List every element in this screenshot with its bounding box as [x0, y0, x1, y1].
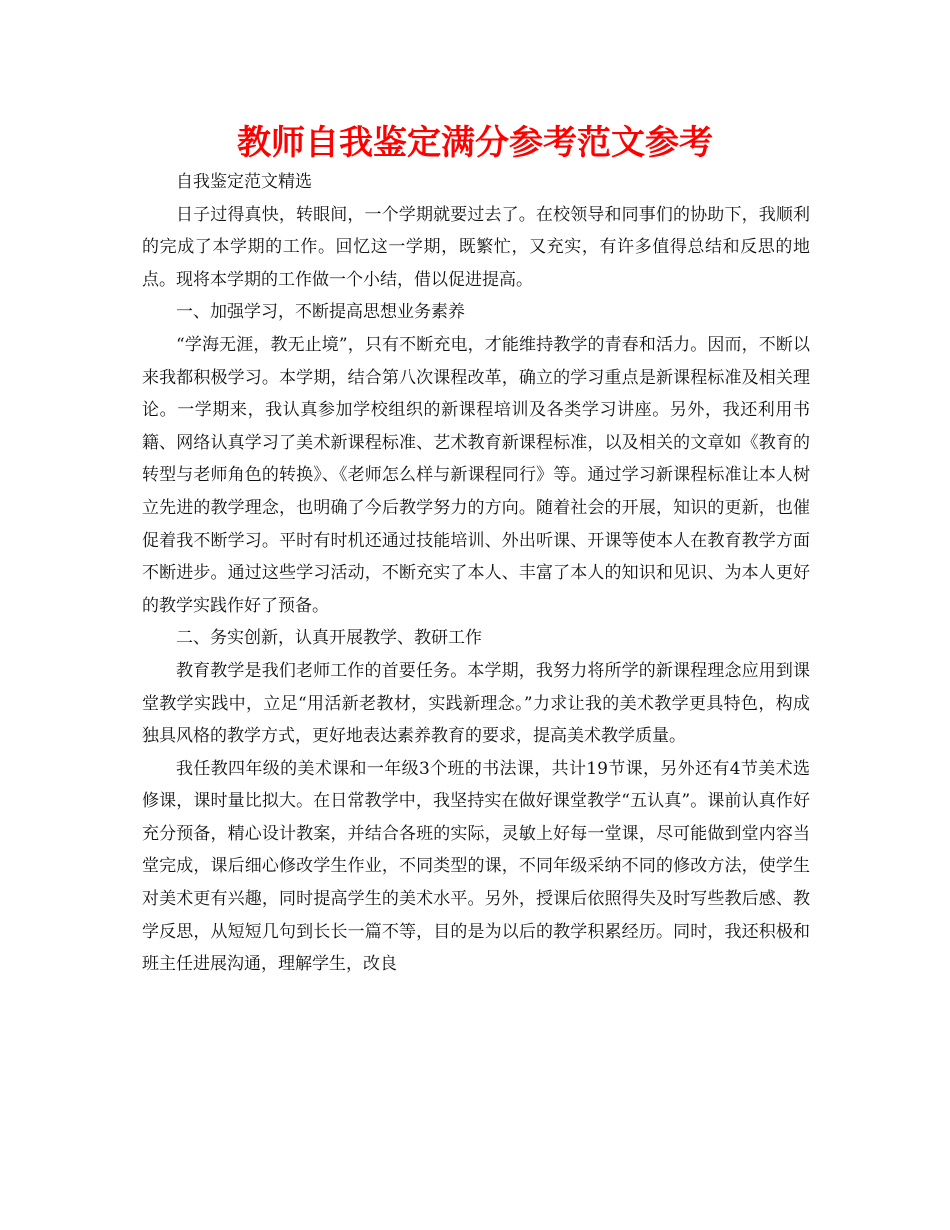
paragraph-intro: 日子过得真快，转眼间，一个学期就要过去了。在校领导和同事们的协助下，我顺利的完成了本学期的工作。回忆这一学期，既繁忙，又充实，有许多值得总结和反思的地点。现将本学期的工作做一个小结，借以促进提高。	[142, 204, 810, 290]
paragraph-classes: 我任教四年级的美术课和一年级3个班的书法课，共计19节课，另外还有4节美术选修课，课时量比拟大。在日常教学中，我坚持实在做好课堂教学“五认真”。课前认真作好充分预备，精心设计教案，并结合各班的实际，灵敏上好每一堂课，尽可能做到堂内容当堂完成，课后细心修改学生作业，不同类型的课，不同年级采纳不同的修改方法，使学生对美术更有兴趣，同时提高学生的美术水平。另外，授课后依照得失及时写些教后感、教学反思，从短短几句到长长一篇不等，目的是为以后的教学积累经历。同时，我还积极和班主任进展沟通，理解学生，改良	[142, 758, 810, 975]
paragraph-subtitle: 自我鉴定范文精选	[176, 172, 312, 192]
section-heading-1: 一、加强学习，不断提高思想业务素养	[176, 302, 465, 323]
paragraph-teaching: 教育教学是我们老师工作的首要任务。本学期，我努力将所学的新课程理念应用到课堂教学实践中，立足“用活新老教材，实践新理念。”力求让我的美术教学更具特色，构成独具风格的教学方式，更好地表达素养教育的要求，提高美术教学质量。	[142, 660, 810, 747]
document-body	[142, 166, 810, 981]
document-title: 教师自我鉴定满分参考范文参考	[237, 123, 713, 163]
section-heading-2: 二、务实创新，认真开展教学、教研工作	[176, 628, 482, 649]
paragraph-study: “学海无涯，教无止境”，只有不断充电，才能维持教学的青春和活力。因而，不断以来我都积极学习。本学期，结合第八次课程改革，确立的学习重点是新课程标准及相关理论。一学期来，我认真参加学校组织的新课程培训及各类学习讲座。另外，我还利用书籍、网络认真学习了美术新课程标准、艺术教育新课程标准，以及相关的文章如《教育的转型与老师角色的转换》、《老师怎么样与新课程同行》等。通过学习新课程标准让本人树立先进的教学理念，也明确了今后教学努力的方向。随着社会的开展，知识的更新，也催促着我不断学习。平时有时机还通过技能培训、外出听课、开课等使本人在教育教学方面不断进步。通过这些学习活动，不断充实了本人、丰富了本人的知识和见识、为本人更好的教学实践作好了预备。	[142, 334, 810, 616]
